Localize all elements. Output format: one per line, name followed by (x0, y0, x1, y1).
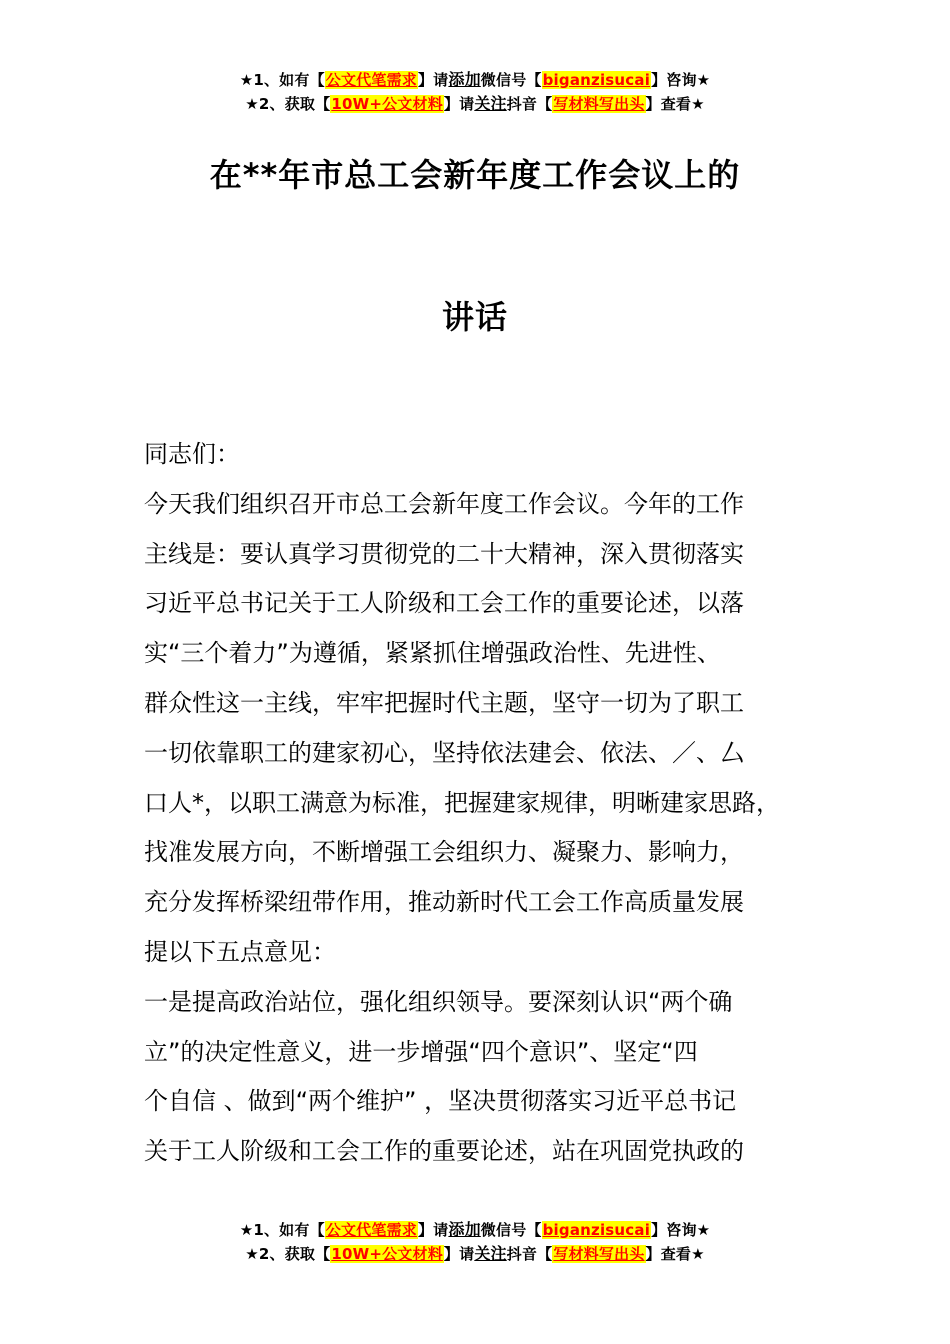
body-line: 充分发挥桥梁纽带作用，推动新时代工会工作高质量发展 (144, 888, 744, 917)
body-line: 实“三个着力”为遵循，紧紧抓住增强政治性、先进性、 (144, 639, 721, 668)
promo-line-2: ★2、获取【10W+公文材料】请关注抖音【写材料写出头】查看★ (245, 1244, 705, 1263)
highlight-service: 公文代笔需求 (325, 1221, 417, 1239)
body-line: 主线是：要认真学习贯彻党的二十大精神，深入贯彻落实 (144, 539, 744, 568)
body-line: 个自信 、做到“两个维护” ，坚决贯彻落实习近平总书记 (144, 1087, 737, 1116)
promo-line-1: ★1、如有【公文代笔需求】请添加微信号【biganzisucai】咨询★ (239, 70, 711, 89)
star-icon: ★ (245, 1245, 259, 1263)
underlined-add: 添加 (448, 1220, 481, 1239)
promo-banner-bottom (0, 1218, 950, 1266)
highlight-douyin-account: 写材料写出头 (553, 95, 645, 113)
body-line: 立”的决定性意义，进一步增强“四个意识”、坚定“四 (144, 1037, 698, 1066)
document-title-line-1: 在**年市总工会新年度工作会议上的 (209, 156, 741, 194)
body-line: 习近平总书记关于工人阶级和工会工作的重要论述，以落 (144, 589, 744, 618)
body-line: 一切依靠职工的建家初心，坚持依法建会、依法、／、厶 (144, 738, 744, 767)
body-line: 口人*，以职工满意为标准，把握建家规律，明晰建家思路， (144, 788, 780, 817)
promo-line-1: ★1、如有【公文代笔需求】请添加微信号【biganzisucai】咨询★ (239, 1220, 711, 1239)
highlight-wechat-id: biganzisucai (542, 1221, 651, 1239)
body-line: 群众性这一主线，牢牢把握时代主题，坚守一切为了职工 (144, 688, 744, 717)
promo-line-2: ★2、获取【10W+公文材料】请关注抖音【写材料写出头】查看★ (245, 94, 705, 113)
star-icon: ★ (239, 1221, 254, 1239)
star-icon: ★ (245, 95, 259, 113)
document-body (144, 430, 844, 1177)
highlight-materials: 10W+公文材料 (331, 1245, 443, 1263)
body-line: 一是提高政治站位，强化组织领导。要深刻认识“两个确 (144, 987, 733, 1016)
underlined-follow: 关注 (474, 94, 507, 113)
promo-banner-top (0, 68, 950, 116)
highlight-douyin-account: 写材料写出头 (553, 1245, 645, 1263)
body-line: 关于工人阶级和工会工作的重要论述，站在巩固党执政的 (144, 1137, 744, 1166)
underlined-add: 添加 (448, 70, 481, 89)
star-icon: ★ (239, 71, 254, 89)
highlight-wechat-id: biganzisucai (542, 71, 651, 89)
body-line: 同志们： (144, 440, 240, 468)
underlined-follow: 关注 (474, 1244, 507, 1263)
highlight-service: 公文代笔需求 (325, 71, 417, 89)
body-line: 今天我们组织召开市总工会新年度工作会议。今年的工作 (144, 489, 744, 518)
document-title-line-2: 讲话 (441, 298, 508, 336)
body-line: 找准发展方向，不断增强工会组织力、凝聚力、影响力， (144, 838, 744, 867)
highlight-materials: 10W+公文材料 (331, 95, 443, 113)
body-line: 提以下五点意见： (144, 937, 336, 966)
